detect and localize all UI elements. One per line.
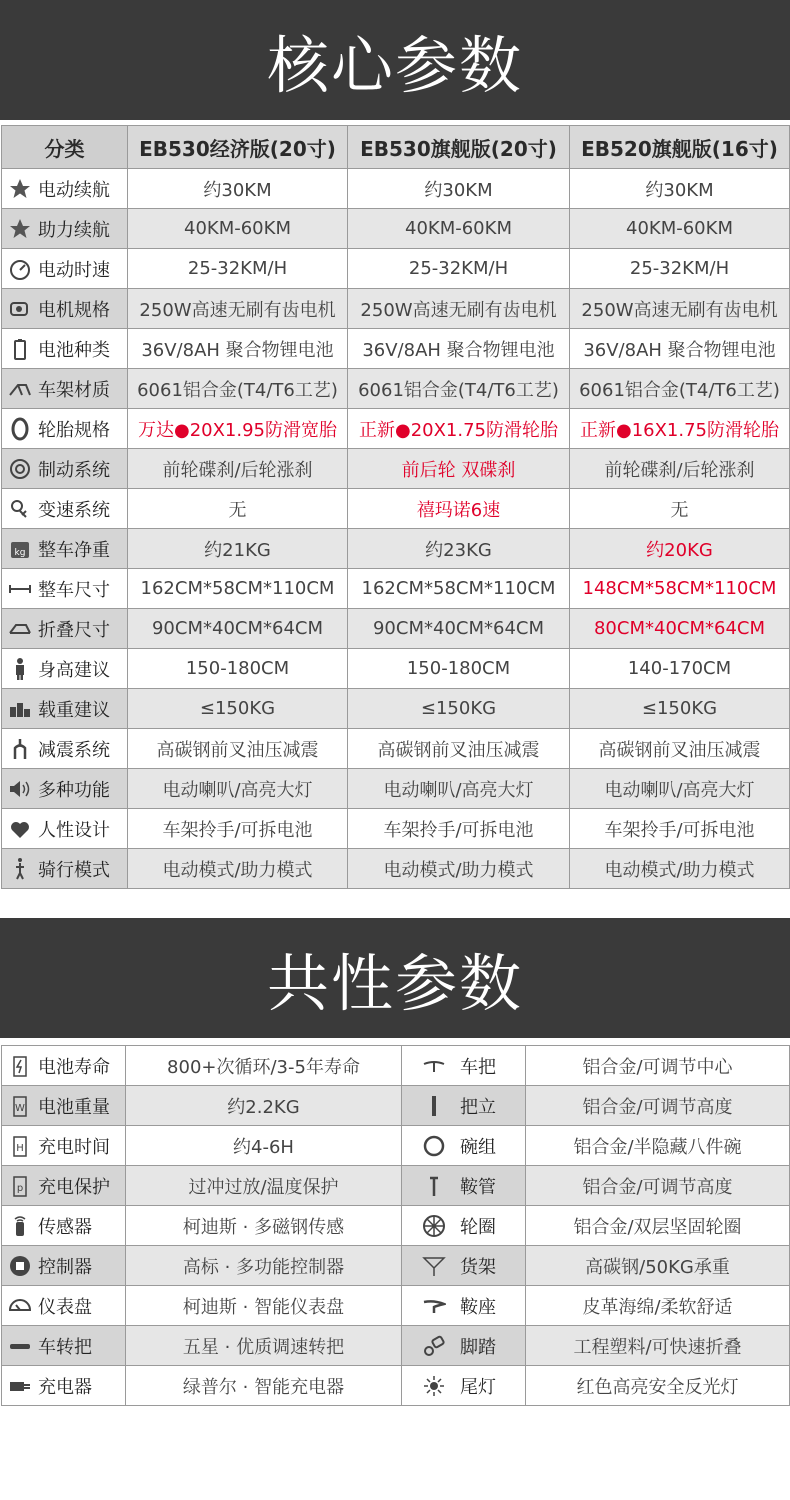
common-right-label-cell [402, 1166, 526, 1206]
common-right-label-cell [402, 1126, 526, 1166]
fold-icon [8, 616, 32, 642]
core-value-cell: 40KM-60KM [348, 209, 570, 249]
common-right-value: 皮革海绵/柔软舒适 [526, 1286, 790, 1326]
core-row-label: 电机规格 [38, 299, 110, 321]
core-row-label: 整车尺寸 [38, 579, 110, 601]
common-right-label: 鞍管 [460, 1176, 496, 1198]
core-value-cell: 36V/8AH 聚合物锂电池 [570, 329, 790, 369]
core-value-cell: 电动模式/助力模式 [348, 849, 570, 889]
common-right-value: 铝合金/可调节高度 [526, 1166, 790, 1206]
common-left-label-cell [2, 1246, 126, 1286]
core-row-label: 轮胎规格 [38, 419, 110, 441]
core-header-row [2, 126, 790, 169]
core-value-cell: 25-32KM/H [348, 249, 570, 289]
common-right-value: 红色高亮安全反光灯 [526, 1366, 790, 1406]
common-params-title: 共性参数 [266, 946, 523, 1020]
common-left-value: 800+次循环/3-5年寿命 [126, 1046, 402, 1086]
common-left-label: 充电器 [38, 1376, 92, 1398]
core-value-cell: 约30KM [128, 169, 348, 209]
core-value-cell: 162CM*58CM*110CM [128, 569, 348, 609]
core-value-cell: 电动喇叭/高亮大灯 [348, 769, 570, 809]
common-left-value: 过冲过放/温度保护 [126, 1166, 402, 1206]
core-value-cell: 约30KM [570, 169, 790, 209]
core-value-cell: 80CM*40CM*64CM [570, 609, 790, 649]
core-row-label-cell [2, 769, 128, 809]
common-right-label: 鞍座 [460, 1296, 496, 1318]
svg-text:p: p [16, 1182, 24, 1194]
common-right-label: 货架 [460, 1256, 496, 1278]
star-icon [8, 216, 32, 242]
core-row-label-cell [2, 249, 128, 289]
core-value-cell: 高碳钢前叉油压减震 [570, 729, 790, 769]
common-right-value: 高碳钢/50KG承重 [526, 1246, 790, 1286]
core-row [2, 249, 790, 289]
seatpost-icon [422, 1173, 446, 1199]
common-row [2, 1326, 790, 1366]
common-left-label: 充电保护 [38, 1176, 110, 1198]
core-value-cell: 无 [128, 489, 348, 529]
core-row-label-cell [2, 409, 128, 449]
core-row-label-cell [2, 449, 128, 489]
headset-icon [422, 1133, 446, 1159]
pedal-icon [422, 1333, 446, 1359]
fork-icon [8, 736, 32, 762]
core-value-cell: 车架拎手/可拆电池 [348, 809, 570, 849]
core-row-label: 减震系统 [38, 739, 110, 761]
core-value-cell: 148CM*58CM*110CM [570, 569, 790, 609]
core-value-cell: 电动喇叭/高亮大灯 [128, 769, 348, 809]
throttle-icon [8, 1333, 32, 1359]
core-row-label-cell [2, 649, 128, 689]
common-right-label-cell [402, 1086, 526, 1126]
core-params-title: 核心参数 [266, 28, 523, 102]
person-icon [8, 656, 32, 682]
core-params-table [1, 125, 790, 889]
core-value-cell: 90CM*40CM*64CM [128, 609, 348, 649]
common-right-label: 把立 [460, 1096, 496, 1118]
core-row-label: 多种功能 [38, 779, 110, 801]
core-row-label: 身高建议 [38, 659, 110, 681]
core-value-cell: 6061铝合金(T4/T6工艺) [128, 369, 348, 409]
core-row [2, 729, 790, 769]
common-row [2, 1126, 790, 1166]
core-value-cell: 250W高速无刷有齿电机 [570, 289, 790, 329]
battery-w-icon [8, 1093, 32, 1119]
core-value-cell: 140-170CM [570, 649, 790, 689]
core-value-cell: 前轮碟刹/后轮涨刹 [128, 449, 348, 489]
core-value-cell: 约30KM [348, 169, 570, 209]
core-row-label-cell [2, 209, 128, 249]
core-row [2, 649, 790, 689]
common-left-value: 约2.2KG [126, 1086, 402, 1126]
common-left-label-cell [2, 1086, 126, 1126]
controller-icon [8, 1253, 32, 1279]
saddle-icon [422, 1293, 446, 1319]
common-right-label-cell [402, 1366, 526, 1406]
common-left-label: 电池寿命 [38, 1056, 110, 1078]
core-row-label-cell [2, 529, 128, 569]
core-value-cell: 90CM*40CM*64CM [348, 609, 570, 649]
core-value-cell: 36V/8AH 聚合物锂电池 [128, 329, 348, 369]
core-value-cell: 25-32KM/H [128, 249, 348, 289]
battery-bolt-icon [8, 1053, 32, 1079]
core-row-label-cell [2, 289, 128, 329]
core-value-cell: 6061铝合金(T4/T6工艺) [348, 369, 570, 409]
core-value-cell: 无 [570, 489, 790, 529]
core-row-label-cell [2, 689, 128, 729]
core-row-label-cell [2, 369, 128, 409]
rider-icon [8, 856, 32, 882]
common-right-label: 碗组 [460, 1136, 496, 1158]
common-left-label: 控制器 [38, 1256, 92, 1278]
common-right-label-cell [402, 1046, 526, 1086]
core-value-cell: 前轮碟刹/后轮涨刹 [570, 449, 790, 489]
common-left-label: 电池重量 [38, 1096, 110, 1118]
common-right-value: 铝合金/可调节高度 [526, 1086, 790, 1126]
core-row-label-cell [2, 329, 128, 369]
core-row-label: 电池种类 [38, 339, 110, 361]
weight-kg-icon [8, 536, 32, 562]
common-row [2, 1046, 790, 1086]
common-row [2, 1286, 790, 1326]
common-left-label-cell [2, 1366, 126, 1406]
common-left-label-cell [2, 1286, 126, 1326]
common-row [2, 1166, 790, 1206]
header-eb520-flagship: EB520旗舰版(16寸) [570, 126, 790, 169]
gauge-icon [8, 1293, 32, 1319]
common-left-label-cell [2, 1166, 126, 1206]
common-right-value: 铝合金/半隐藏八件碗 [526, 1126, 790, 1166]
common-left-label-cell [2, 1126, 126, 1166]
svg-text:kg: kg [14, 547, 26, 558]
stem-icon [422, 1093, 446, 1119]
core-row [2, 609, 790, 649]
header-eb530-flagship: EB530旗舰版(20寸) [348, 126, 570, 169]
common-params-banner [0, 918, 790, 1038]
core-value-cell: 40KM-60KM [570, 209, 790, 249]
core-row-label: 整车净重 [38, 539, 110, 561]
core-value-cell: 162CM*58CM*110CM [348, 569, 570, 609]
core-row-label: 骑行模式 [38, 859, 110, 881]
core-value-cell: 高碳钢前叉油压减震 [348, 729, 570, 769]
core-value-cell: 车架拎手/可拆电池 [570, 809, 790, 849]
core-value-cell: 约21KG [128, 529, 348, 569]
core-row [2, 449, 790, 489]
common-right-label-cell [402, 1246, 526, 1286]
derailleur-icon [8, 496, 32, 522]
header-category: 分类 [2, 126, 128, 169]
common-left-label: 车转把 [38, 1336, 92, 1358]
heart-icon [8, 816, 32, 842]
core-value-cell: 36V/8AH 聚合物锂电池 [348, 329, 570, 369]
ruler-icon [8, 576, 32, 602]
common-right-label: 尾灯 [460, 1376, 496, 1398]
core-row-label-cell [2, 169, 128, 209]
core-row [2, 169, 790, 209]
core-value-cell: 25-32KM/H [570, 249, 790, 289]
core-value-cell: 电动模式/助力模式 [128, 849, 348, 889]
core-row [2, 329, 790, 369]
common-left-value: 绿普尔 · 智能充电器 [126, 1366, 402, 1406]
core-row [2, 209, 790, 249]
core-value-cell: 250W高速无刷有齿电机 [128, 289, 348, 329]
core-value-cell: 前后轮 双碟刹 [348, 449, 570, 489]
core-row [2, 369, 790, 409]
core-value-cell: 约20KG [570, 529, 790, 569]
charger-icon [8, 1373, 32, 1399]
common-left-value: 约4-6H [126, 1126, 402, 1166]
core-value-cell: 6061铝合金(T4/T6工艺) [570, 369, 790, 409]
core-row-label-cell [2, 569, 128, 609]
battery-icon [8, 336, 32, 362]
common-params-table [1, 1045, 790, 1406]
core-value-cell: ≤150KG [128, 689, 348, 729]
core-value-cell: 150-180CM [128, 649, 348, 689]
core-row-label: 电动续航 [38, 179, 110, 201]
taillight-icon [422, 1373, 446, 1399]
common-left-label: 传感器 [38, 1216, 92, 1238]
core-row-label-cell [2, 809, 128, 849]
core-row-label: 车架材质 [38, 379, 110, 401]
core-value-cell: 约23KG [348, 529, 570, 569]
common-left-value: 高标 · 多功能控制器 [126, 1246, 402, 1286]
core-row [2, 849, 790, 889]
common-right-label-cell [402, 1286, 526, 1326]
core-row [2, 569, 790, 609]
battery-p-icon [8, 1173, 32, 1199]
frame-icon [8, 376, 32, 402]
wheel-rim-icon [422, 1213, 446, 1239]
common-right-label: 脚踏 [460, 1336, 496, 1358]
core-row-label: 变速系统 [38, 499, 110, 521]
handlebar-icon [422, 1053, 446, 1079]
common-right-value: 铝合金/双层坚固轮圈 [526, 1206, 790, 1246]
core-value-cell: 250W高速无刷有齿电机 [348, 289, 570, 329]
core-value-cell: 电动喇叭/高亮大灯 [570, 769, 790, 809]
common-left-label: 仪表盘 [38, 1296, 92, 1318]
core-value-cell: ≤150KG [570, 689, 790, 729]
svg-text:W: W [15, 1102, 25, 1114]
common-left-value: 五星 · 优质调速转把 [126, 1326, 402, 1366]
common-row [2, 1206, 790, 1246]
sensor-icon [8, 1213, 32, 1239]
common-right-label: 车把 [460, 1056, 496, 1078]
core-row-label: 人性设计 [38, 819, 110, 841]
core-row [2, 769, 790, 809]
common-left-value: 柯迪斯 · 智能仪表盘 [126, 1286, 402, 1326]
core-row-label: 制动系统 [38, 459, 110, 481]
core-value-cell: 正新●16X1.75防滑轮胎 [570, 409, 790, 449]
core-value-cell: 车架拎手/可拆电池 [128, 809, 348, 849]
svg-text:H: H [16, 1142, 24, 1154]
star-icon [8, 176, 32, 202]
core-row [2, 409, 790, 449]
core-value-cell: ≤150KG [348, 689, 570, 729]
battery-h-icon [8, 1133, 32, 1159]
header-eb530-economy: EB530经济版(20寸) [128, 126, 348, 169]
common-right-value: 工程塑料/可快速折叠 [526, 1326, 790, 1366]
core-row-label: 电动时速 [38, 259, 110, 281]
common-right-value: 铝合金/可调节中心 [526, 1046, 790, 1086]
core-row-label-cell [2, 609, 128, 649]
common-row [2, 1086, 790, 1126]
core-row [2, 689, 790, 729]
common-left-label: 充电时间 [38, 1136, 110, 1158]
speedometer-icon [8, 256, 32, 282]
core-params-banner [0, 0, 790, 120]
common-right-label: 轮圈 [460, 1216, 496, 1238]
motor-icon [8, 296, 32, 322]
core-value-cell: 40KM-60KM [128, 209, 348, 249]
core-row-label-cell [2, 489, 128, 529]
core-row [2, 289, 790, 329]
core-row-label: 载重建议 [38, 699, 110, 721]
speaker-icon [8, 776, 32, 802]
common-left-label-cell [2, 1046, 126, 1086]
common-left-label-cell [2, 1206, 126, 1246]
common-left-value: 柯迪斯 · 多磁钢传感 [126, 1206, 402, 1246]
core-row-label-cell [2, 849, 128, 889]
core-value-cell: 150-180CM [348, 649, 570, 689]
load-icon [8, 696, 32, 722]
common-row [2, 1246, 790, 1286]
common-row [2, 1366, 790, 1406]
core-row-label-cell [2, 729, 128, 769]
common-left-label-cell [2, 1326, 126, 1366]
core-row [2, 489, 790, 529]
core-value-cell: 正新●20X1.75防滑轮胎 [348, 409, 570, 449]
common-right-label-cell [402, 1206, 526, 1246]
common-right-label-cell [402, 1326, 526, 1366]
core-row-label: 助力续航 [38, 219, 110, 241]
rack-icon [422, 1253, 446, 1279]
core-value-cell: 电动模式/助力模式 [570, 849, 790, 889]
core-value-cell: 万达●20X1.95防滑宽胎 [128, 409, 348, 449]
core-row [2, 809, 790, 849]
core-value-cell: 高碳钢前叉油压减震 [128, 729, 348, 769]
core-row [2, 529, 790, 569]
tire-icon [8, 416, 32, 442]
brake-disc-icon [8, 456, 32, 482]
core-row-label: 折叠尺寸 [38, 619, 110, 641]
core-value-cell: 禧玛诺6速 [348, 489, 570, 529]
